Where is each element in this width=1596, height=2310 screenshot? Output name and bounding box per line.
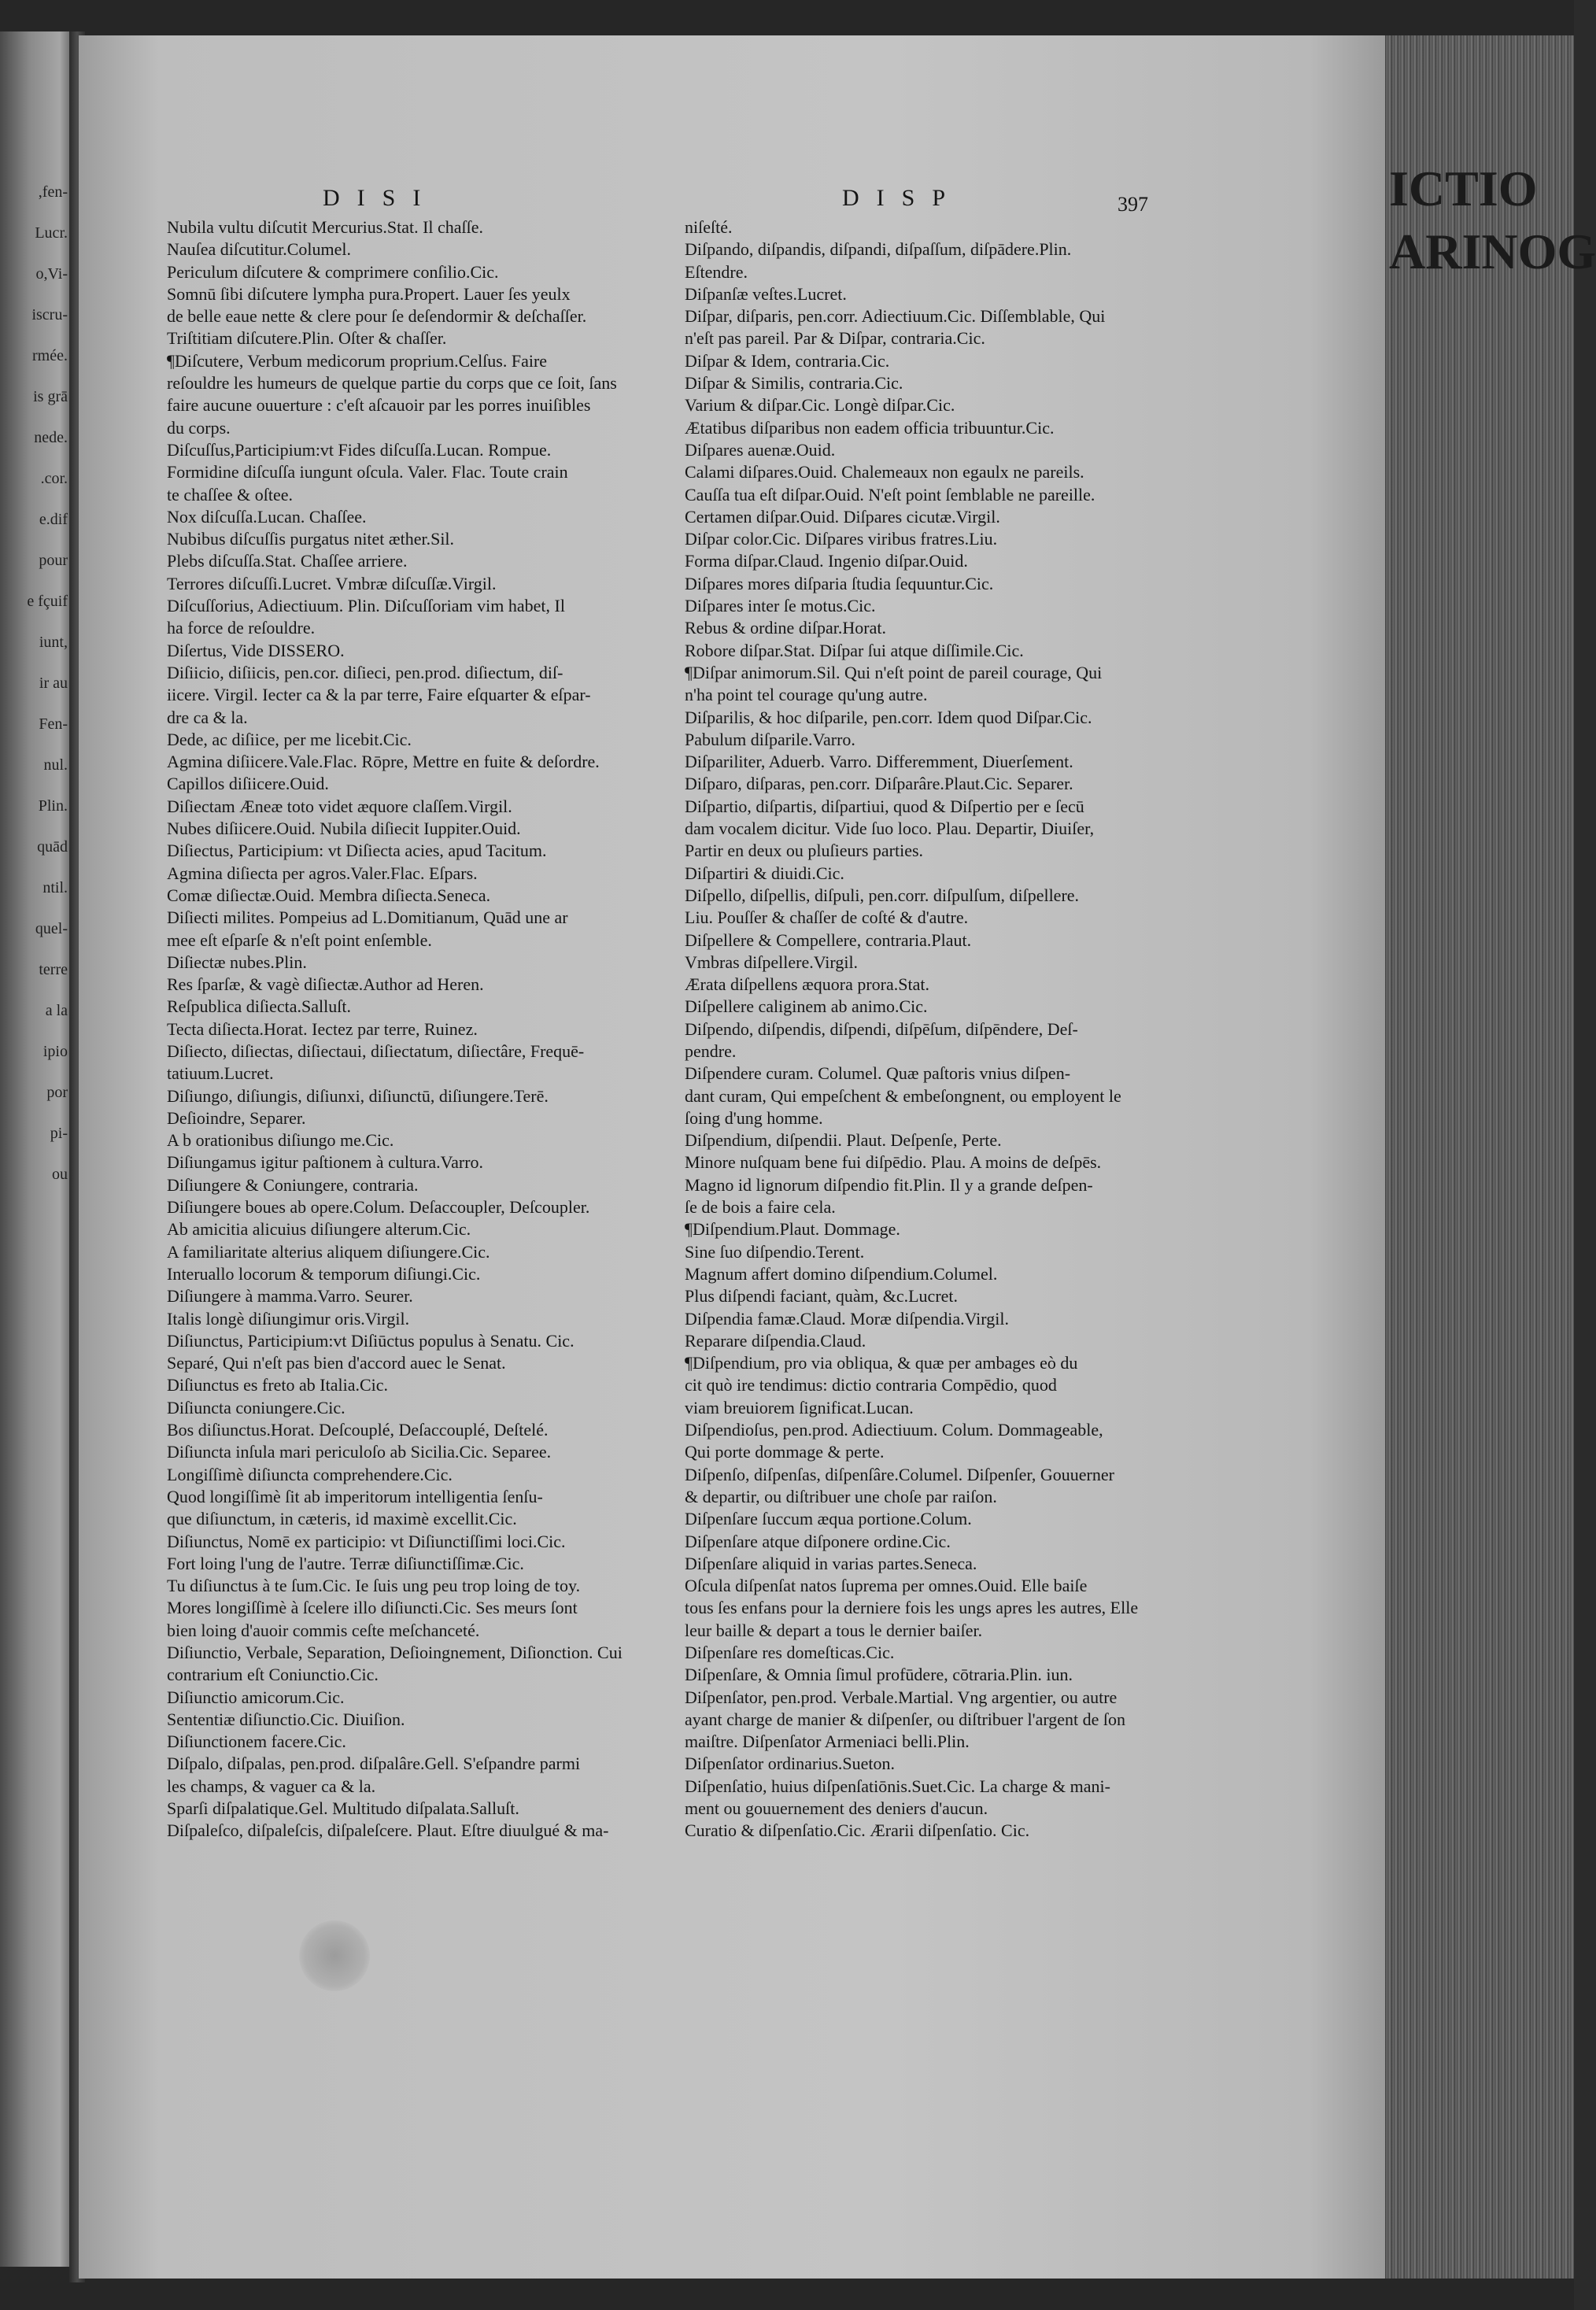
entry-line: A b orationibus diſiungo me.Cic. [167,1130,394,1151]
entry-line: Calami diſpares.Ouid. Chalemeaux non egaulx ne pareils. [685,462,1084,482]
margin-fragment: e fçuif [27,593,68,610]
entry-line: Diſpendia famæ.Claud. Moræ diſpendia.Virgil. [685,1308,1009,1329]
entry-line: Nauſea diſcutitur.Columel. [167,239,352,260]
margin-fragment: ipio [42,1043,68,1060]
entry-line: faire aucune ouuerture : c'eſt aſcauoir par les porres inuiſibles [167,395,591,416]
entry-line: Diſiuncta inſula mari periculoſo ab Sicilia.Cic. Separee. [167,1442,552,1462]
entry-line: te chaſſee & oſtee. [167,484,294,505]
entry-line: reſouldre les humeurs de quelque partie du corps que ce ſoit, ſans [167,373,617,394]
entry-line: Quod longiſſimè ſit ab imperitorum intelligentia ſenſu- [167,1486,543,1506]
entry-line: Diſpenſator, pen.prod. Verbale.Martial. Vng argentier, ou autre [685,1687,1118,1707]
entry-line: ¶Diſcutere, Verbum medicorum proprium.Celſus. Faire [167,350,548,371]
entry-line: Ætatibus diſparibus non eadem officia tribuuntur.Cic. [685,417,1055,438]
entry-line: Diſpenſare aliquid in varias partes.Seneca. [685,1553,977,1573]
entry-line: ſe de bois a faire cela. [685,1197,836,1218]
entry-line: dam vocalem dicitur. Vide ſuo loco. Plau. Departir, Diuiſer, [685,819,1095,839]
entry-line: Oſcula diſpenſat natos ſuprema per omnes.Ouid. Elle baiſe [685,1576,1088,1596]
margin-fragment: pi- [50,1125,68,1142]
entry-line: Magno id lignorum diſpendio fit.Plin. Il y a grande deſpen- [685,1174,1093,1195]
entry-line: Diſpendo, diſpendis, diſpendi, diſpēſum, diſpēndere, Deſ- [685,1018,1078,1039]
margin-fragment: iunt, [39,634,68,651]
entry-line: Diſpaleſco, diſpaleſcis, diſpaleſcere. Plaut. Eſtre diuulgué & ma- [167,1820,609,1841]
entry-line: Diſiectæ nubes.Plin. [167,952,307,972]
entry-line: Diſpando, diſpandis, diſpandi, diſpaſſum, diſpādere.Plin. [685,239,1072,260]
margin-fragment: por [46,1084,68,1101]
entry-line: Diſiunctus, Nomē ex participio: vt Diſiunctiſſimi loci.Cic. [167,1531,566,1551]
entry-line: Liu. Pouſſer & chaſſer de coſté & d'autre. [685,907,969,928]
entry-line: Diſertus, Vide DISSERO. [167,640,345,660]
entry-line: Reparare diſpendia.Claud. [685,1330,866,1351]
entry-line: pendre. [685,1040,737,1061]
entry-line: Capillos diſiicere.Ouid. [167,774,329,794]
entry-line: Res ſparſæ, & vagè diſiectæ.Author ad Heren. [167,974,484,995]
entry-line: Rebus & ordine diſpar.Horat. [685,618,887,638]
entry-line: Diſpellere & Compellere, contraria.Plaut. [685,930,972,950]
entry-line: Italis longè diſiungimur oris.Virgil. [167,1308,410,1329]
margin-fragment: is grā [33,388,68,405]
entry-line: Sparſi diſpalatique.Gel. Multitudo diſpalata.Salluſt. [167,1798,519,1819]
entry-line: & departir, ou diſtribuer une choſe par raiſon. [685,1486,997,1506]
entry-line: Diſpenſo, diſpenſas, diſpenſâre.Columel. Diſpenſer, Gouuerner [685,1464,1114,1484]
entry-line: Diſcuſſorius, Adiectiuum. Plin. Diſcuſſoriam vim habet, Il [167,596,565,616]
entry-line: Diſpar, diſparis, pen.corr. Adiectiuum.Cic. Diſſemblable, Qui [685,306,1106,327]
margin-fragment: ntil. [42,879,68,896]
margin-fragment: ir au [39,675,68,692]
entry-line: n'eſt pas pareil. Par & Diſpar, contraria.Cic. [685,328,985,349]
entry-line: Plus diſpendi faciant, quàm, &c.Lucret. [685,1286,959,1307]
entry-line: viam breuiorem ſignificat.Lucan. [685,1397,914,1417]
entry-line: Sententiæ diſiunctio.Cic. Diuiſion. [167,1709,405,1729]
entry-line: Ærata diſpellens æquora prora.Stat. [685,974,929,995]
entry-line: ¶Diſpar animorum.Sil. Qui n'eſt point de pareil courage, Qui [685,662,1103,682]
margin-fragment: a la [45,1002,68,1019]
page-stack-edges [1385,35,1596,2279]
entry-line: Diſpartiri & diuidi.Cic. [685,863,844,883]
entry-line: A familiaritate alterius aliquem diſiungere.Cic. [167,1241,490,1262]
entry-line: Diſpenſare atque diſponere ordine.Cic. [685,1531,951,1551]
margin-fragment: nul. [43,756,68,774]
entry-line: Diſiunctio amicorum.Cic. [167,1687,345,1707]
entry-line: iicere. Virgil. Iecter ca & la par terre, Faire eſquarter & eſpar- [167,685,591,705]
entry-line: les champs, & vaguer ca & la. [167,1776,376,1796]
entry-line: bien loing d'auoir commis ceſte meſchanceté. [167,1620,480,1640]
entry-line: Diſpenſare, & Omnia ſimul profūdere, cōtraria.Plin. iun. [685,1665,1073,1685]
entry-line: Diſpellere caliginem ab animo.Cic. [685,996,928,1017]
entry-line: Diſpares auenæ.Ouid. [685,439,836,460]
entry-line: Eſtendre. [685,261,748,282]
entry-line: Diſiectus, Participium: vt Diſiecta acies, apud Tacitum. [167,841,547,861]
entry-line: contrarium eſt Coniunctio.Cic. [167,1665,379,1685]
entry-line: Diſpenſator ordinarius.Sueton. [685,1754,896,1774]
entry-line: Plebs diſcuſſa.Stat. Chaſſee arriere. [167,551,408,571]
side-tab-line: ARINOG [1389,224,1596,279]
entry-line: Diſpariliter, Aduerb. Varro. Differemment, Diuerſement. [685,752,1073,772]
entry-line: Periculum diſcutere & comprimere conſilio.Cic. [167,261,499,282]
entry-line: Diſpello, diſpellis, diſpuli, pen.corr. diſpulſum, diſpellere. [685,885,1080,905]
entry-line: Fort loing l'ung de l'autre. Terræ diſiunctiſſimæ.Cic. [167,1553,524,1573]
entry-line: Diſiecti milites. Pompeius ad L.Domitianum, Quād une ar [167,907,568,928]
entry-line: Agmina diſiicere.Vale.Flac. Rōpre, Mettre en fuite & deſordre. [167,752,600,772]
entry-line: maiſtre. Diſpenſator Armeniaci belli.Plin. [685,1732,970,1752]
margin-fragment: rmée. [32,347,68,364]
margin-fragment: e.dif [39,511,68,528]
entry-line: Diſpar color.Cic. Diſpares viribus fratres.Liu. [685,529,998,549]
paper-stain [299,1920,370,1991]
entry-line: Robore diſpar.Stat. Diſpar ſui atque diſſimile.Cic. [685,640,1024,660]
entry-line: Diſiungere boues ab opere.Colum. Deſaccoupler, Deſcoupler. [167,1197,590,1218]
entry-line: Tecta diſiecta.Horat. Iectez par terre, Ruinez. [167,1018,478,1039]
entry-line: tatiuum.Lucret. [167,1063,274,1084]
entry-line: Agmina diſiecta per agros.Valer.Flac. Eſpars. [167,863,478,883]
entry-line: Pabulum diſparile.Varro. [685,729,855,749]
entry-line: Nox diſcuſſa.Lucan. Chaſſee. [167,506,367,527]
page-number: 397 [1118,193,1148,216]
entry-line: Diſpendere curam. Columel. Quæ paſtoris vnius diſpen- [685,1063,1071,1084]
entry-line: Nubibus diſcuſſis purgatus nitet æther.Sil. [167,529,455,549]
entry-line: Diſpar & Similis, contraria.Cic. [685,373,903,394]
left-column [167,216,678,1842]
entry-line: dre ca & la. [167,707,248,727]
entry-line: Diſpenſare ſuccum æqua portione.Colum. [685,1509,972,1529]
left-running-head: DISI [323,185,438,211]
entry-line: ha force de reſouldre. [167,618,316,638]
entry-line: Forma diſpar.Claud. Ingenio diſpar.Ouid. [685,551,968,571]
entry-line: leur baille & depart a tous le dernier baiſer. [685,1620,983,1640]
side-tab-line: ICTIO [1389,161,1538,216]
entry-line: Diſiungo, diſiungis, diſiunxi, diſiunctū, diſiungere.Terē. [167,1085,549,1106]
entry-line: ¶Diſpendium, pro via obliqua, & quæ per ambages eò du [685,1353,1078,1373]
entry-line: Diſpartio, diſpartis, diſpartiui, quod & Diſpertio per e ſecū [685,796,1084,816]
margin-fragment: ,fen- [38,183,68,201]
margin-fragment: terre [39,961,68,978]
side-tab-label [1389,157,1596,315]
entry-line: Deſioindre, Separer. [167,1107,306,1128]
entry-line: Ab amicitia alicuius diſiungere alterum.Cic. [167,1219,471,1240]
margin-fragment: o,Vi- [35,265,68,283]
margin-fragment: .cor. [40,470,68,487]
entry-line: Diſiicio, diſiicis, pen.cor. diſieci, pen.prod. diſiectum, diſ- [167,662,563,682]
entry-line: Diſpares mores diſparia ſtudia ſequuntur.Cic. [685,573,994,593]
margin-fragment: Lucr. [35,224,68,242]
entry-line: Minore nuſquam bene fui diſpēdio. Plau. A moins de deſpēs. [685,1152,1102,1173]
entry-line: Reſpublica diſiecta.Salluſt. [167,996,351,1017]
entry-line: Diſpenſare res domeſticas.Cic. [685,1643,895,1662]
entry-line: tous ſes enfans pour la derniere fois les ungs apres les autres, Elle [685,1598,1139,1618]
margin-fragment: quel- [35,920,68,937]
entry-line: Formidine diſcuſſa iungunt oſcula. Valer. Flac. Toute crain [167,462,568,482]
entry-line: Nubes diſiicere.Ouid. Nubila diſiecit Iuppiter.Ouid. [167,819,521,839]
entry-line: Diſiungere à mamma.Varro. Seurer. [167,1286,413,1307]
entry-line: Diſpalo, diſpalas, pen.prod. diſpalâre.Gell. S'eſpandre parmi [167,1754,581,1774]
left-page-margin-text [0,181,71,1913]
entry-line: ſoing d'ung homme. [685,1107,823,1128]
entry-line: Nubila vultu diſcutit Mercurius.Stat. Il chaſſe. [167,217,484,237]
entry-line: Certamen diſpar.Ouid. Diſpares cicutæ.Virgil. [685,506,1000,527]
entry-line: Magnum affert domino diſpendium.Columel. [685,1263,998,1284]
entry-line: Sine ſuo diſpendio.Terent. [685,1241,865,1262]
entry-line: Diſparo, diſparas, pen.corr. Diſparâre.Plaut.Cic. Separer. [685,774,1073,794]
entry-line: Diſiunctus, Participium:vt Diſiūctus populus à Senatu. Cic. [167,1330,574,1351]
entry-line: Diſiectam Æneæ toto videt æquore claſſem.Virgil. [167,796,512,816]
entry-line: de belle eaue nette & clere pour ſe deſendormir & deſchaſſer. [167,306,587,327]
entry-line: Diſiunctio, Verbale, Separation, Deſioingnement, Diſionction. Cui [167,1643,623,1662]
entry-line: Diſpenſatio, huius diſpenſatiōnis.Suet.Cic. La charge & mani- [685,1776,1110,1796]
entry-line: Diſiungere & Coniungere, contraria. [167,1174,419,1195]
entry-line: ayant charge de manier & diſpenſer, ou diſtribuer l'argent de ſon [685,1709,1126,1729]
entry-line: mee eſt eſparſe & n'eſt point enſemble. [167,930,432,950]
entry-line: Longiſſimè diſiuncta comprehendere.Cic. [167,1464,453,1484]
entry-line: Diſpendioſus, pen.prod. Adiectiuum. Colum. Dommageable, [685,1420,1103,1440]
entry-line: dant curam, Qui empeſchent & embeſongnent, ou employent le [685,1085,1121,1106]
entry-line: Diſpendium, diſpendii. Plaut. Deſpenſe, Perte. [685,1130,1002,1151]
entry-line: Curatio & diſpenſatio.Cic. Ærarii diſpenſatio. Cic. [685,1820,1030,1841]
entry-line: Diſiuncta coniungere.Cic. [167,1397,345,1417]
entry-line: Partir en deux ou pluſieurs parties. [685,841,924,861]
entry-line: Diſiunctus es freto ab Italia.Cic. [167,1375,389,1395]
entry-line: Comæ diſiectæ.Ouid. Membra diſiecta.Seneca. [167,885,491,905]
margin-fragment: iscru- [31,306,68,323]
entry-line: Tu diſiunctus à te ſum.Cic. Ie ſuis ung peu trop loing de toy. [167,1576,581,1596]
entry-line: Cauſſa tua eſt diſpar.Ouid. N'eſt point ſemblable ne pareille. [685,484,1095,505]
entry-line: Varium & diſpar.Cic. Longè diſpar.Cic. [685,395,955,416]
entry-line: Qui porte dommage & perte. [685,1442,885,1462]
entry-line: n'ha point tel courage qu'ung autre. [685,685,928,705]
margin-fragment: Plin. [38,797,68,815]
entry-line: Somnū ſibi diſcutere lympha pura.Propert. Lauer ſes yeulx [167,283,571,304]
entry-line: ¶Diſpendium.Plaut. Dommage. [685,1219,900,1240]
margin-fragment: ou [52,1166,68,1183]
entry-line: Diſiecto, diſiectas, diſiectaui, diſiectatum, diſiectâre, Frequē- [167,1040,585,1061]
entry-line: du corps. [167,417,231,438]
margin-fragment: pour [39,552,68,569]
entry-line: Vmbras diſpellere.Virgil. [685,952,859,972]
entry-line: Diſparilis, & hoc diſparile, pen.corr. Idem quod Diſpar.Cic. [685,707,1092,727]
entry-line: Separé, Qui n'eſt pas bien d'accord auec le Senat. [167,1353,506,1373]
entry-line: Diſcuſſus,Participium:vt Fides diſcuſſa.Lucan. Rompue. [167,439,552,460]
margin-fragment: quād [37,838,68,856]
entry-line: Diſpanſæ veſtes.Lucret. [685,283,847,304]
entry-line: Diſiungamus igitur paſtionem à cultura.Varro. [167,1152,484,1173]
entry-line: cit quò ire tendimus: dictio contraria Compēdio, quod [685,1375,1057,1395]
entry-line: Triſtitiam diſcutere.Plin. Oſter & chaſſer. [167,328,447,349]
margin-fragment: nede. [34,429,68,446]
entry-line: Interuallo locorum & temporum diſiungi.Cic. [167,1263,481,1284]
margin-fragment: Fen- [39,715,68,733]
entry-line: Diſiunctionem facere.Cic. [167,1732,346,1752]
right-column [685,216,1196,1842]
entry-line: Terrores diſcuſſi.Lucret. Vmbræ diſcuſſæ.Virgil. [167,573,497,593]
entry-line: Diſpares inter ſe motus.Cic. [685,596,876,616]
entry-line: que diſiunctum, in cæteris, id maximè excellit.Cic. [167,1509,517,1529]
entry-line: niſeſté. [685,217,733,237]
entry-line: Bos diſiunctus.Horat. Deſcouplé, Deſaccouplé, Deſtelé. [167,1420,549,1440]
entry-line: Dede, ac diſiice, per me licebit.Cic. [167,729,412,749]
entry-line: Diſpar & Idem, contraria.Cic. [685,350,890,371]
right-running-head: DISP [842,185,963,211]
entry-line: ment ou gouuernement des deniers d'aucun. [685,1798,988,1819]
entry-line: Mores longiſſimè à ſcelere illo diſiuncti.Cic. Ses meurs ſont [167,1598,578,1618]
